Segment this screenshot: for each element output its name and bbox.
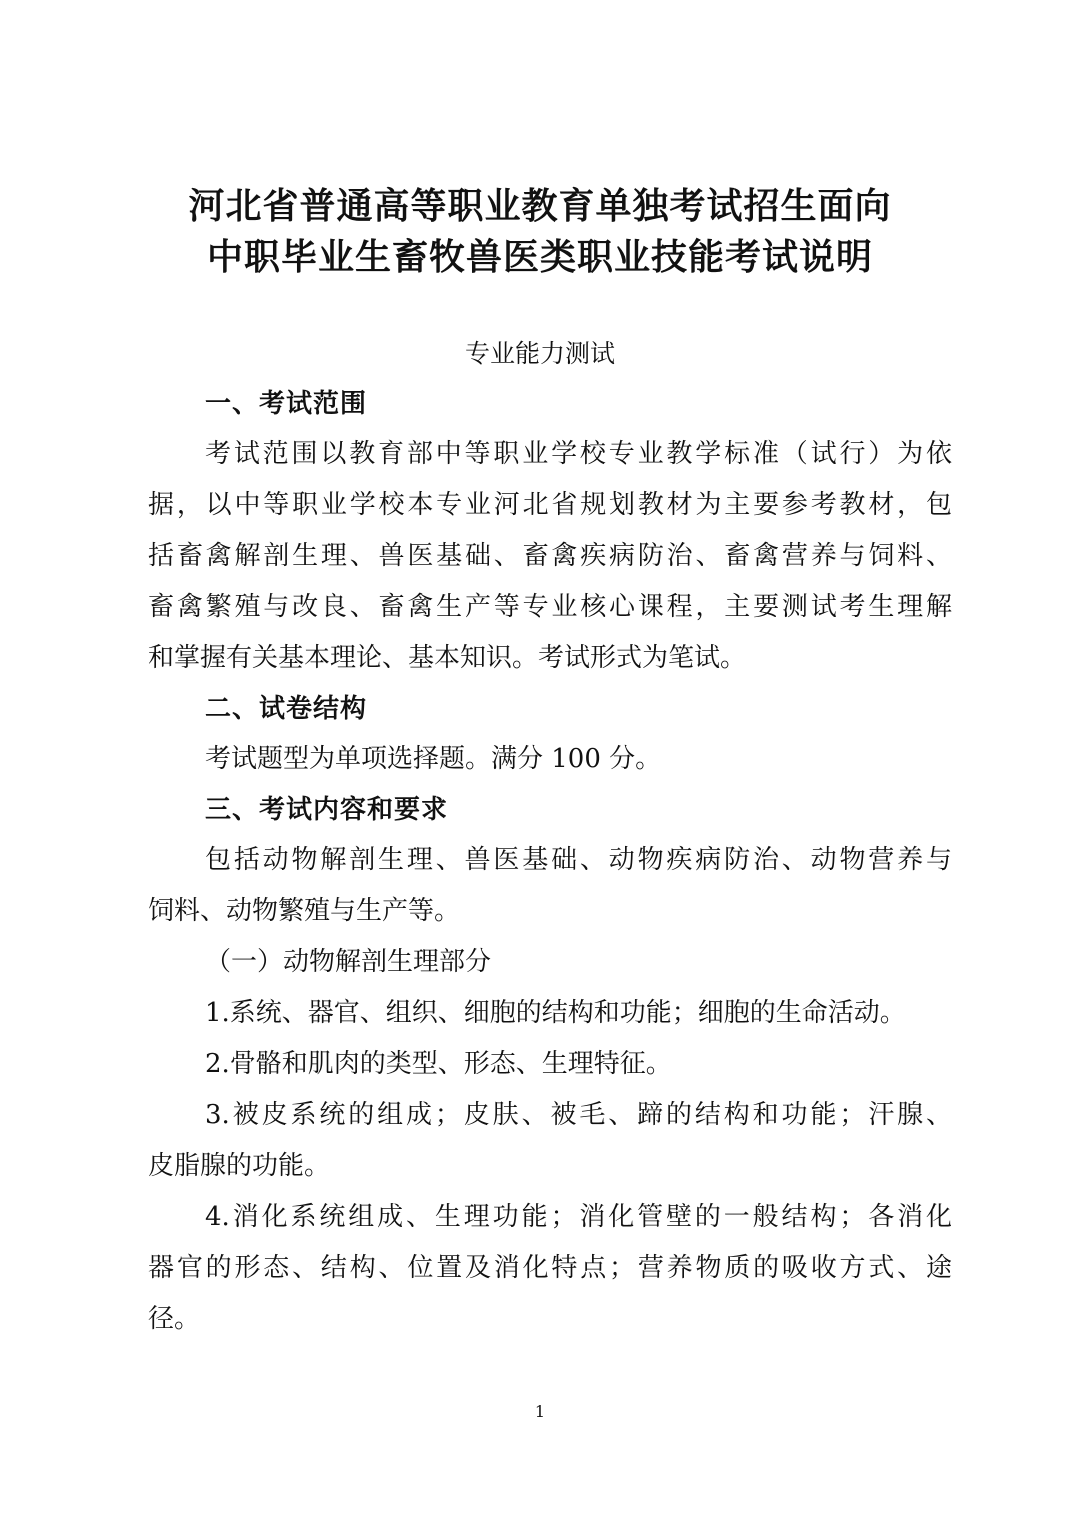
paragraph-line: 据，以中等职业学校本专业河北省规划教材为主要参考教材，包	[148, 490, 952, 520]
section-heading-exam-scope: 一、考试范围	[205, 389, 368, 419]
list-item-continuation: 皮脂腺的功能。	[148, 1151, 331, 1181]
paragraph-line: 畜禽繁殖与改良、畜禽生产等专业核心课程，主要测试考生理解	[148, 592, 952, 622]
list-item: 2.骨骼和肌肉的类型、形态、生理特征。	[205, 1049, 672, 1079]
list-item: 4.消化系统组成、生理功能；消化管壁的一般结构；各消化	[205, 1202, 952, 1232]
page-number: 1	[534, 1402, 546, 1421]
paragraph-line: 考试范围以教育部中等职业学校专业教学标准（试行）为依	[205, 439, 952, 469]
paragraph-line: 包括动物解剖生理、兽医基础、动物疾病防治、动物营养与	[205, 845, 952, 875]
section-heading-paper-structure: 二、试卷结构	[205, 694, 368, 724]
paragraph-line: 括畜禽解剖生理、兽医基础、畜禽疾病防治、畜禽营养与饲料、	[148, 541, 952, 571]
document-subtitle: 专业能力测试	[464, 339, 615, 368]
paragraph-line: 和掌握有关基本理论、基本知识。考试形式为笔试。	[148, 643, 747, 673]
list-item-continuation: 径。	[148, 1304, 201, 1334]
subsection-heading-anatomy-physiology: （一）动物解剖生理部分	[205, 947, 492, 977]
document-title-line-1: 河北省普通高等职业教育单独考试招生面向	[188, 186, 892, 227]
list-item: 1.系统、器官、组织、细胞的结构和功能；细胞的生命活动。	[205, 998, 906, 1028]
list-item: 3.被皮系统的组成；皮肤、被毛、蹄的结构和功能；汗腺、	[205, 1100, 952, 1130]
paragraph-line: 饲料、动物繁殖与生产等。	[148, 896, 461, 926]
paragraph-line: 考试题型为单项选择题。满分 100 分。	[205, 744, 662, 774]
document-title-line-2: 中职毕业生畜牧兽医类职业技能考试说明	[206, 237, 873, 278]
list-item-continuation: 器官的形态、结构、位置及消化特点；营养物质的吸收方式、途	[148, 1253, 952, 1283]
section-heading-content-requirements: 三、考试内容和要求	[205, 795, 449, 825]
